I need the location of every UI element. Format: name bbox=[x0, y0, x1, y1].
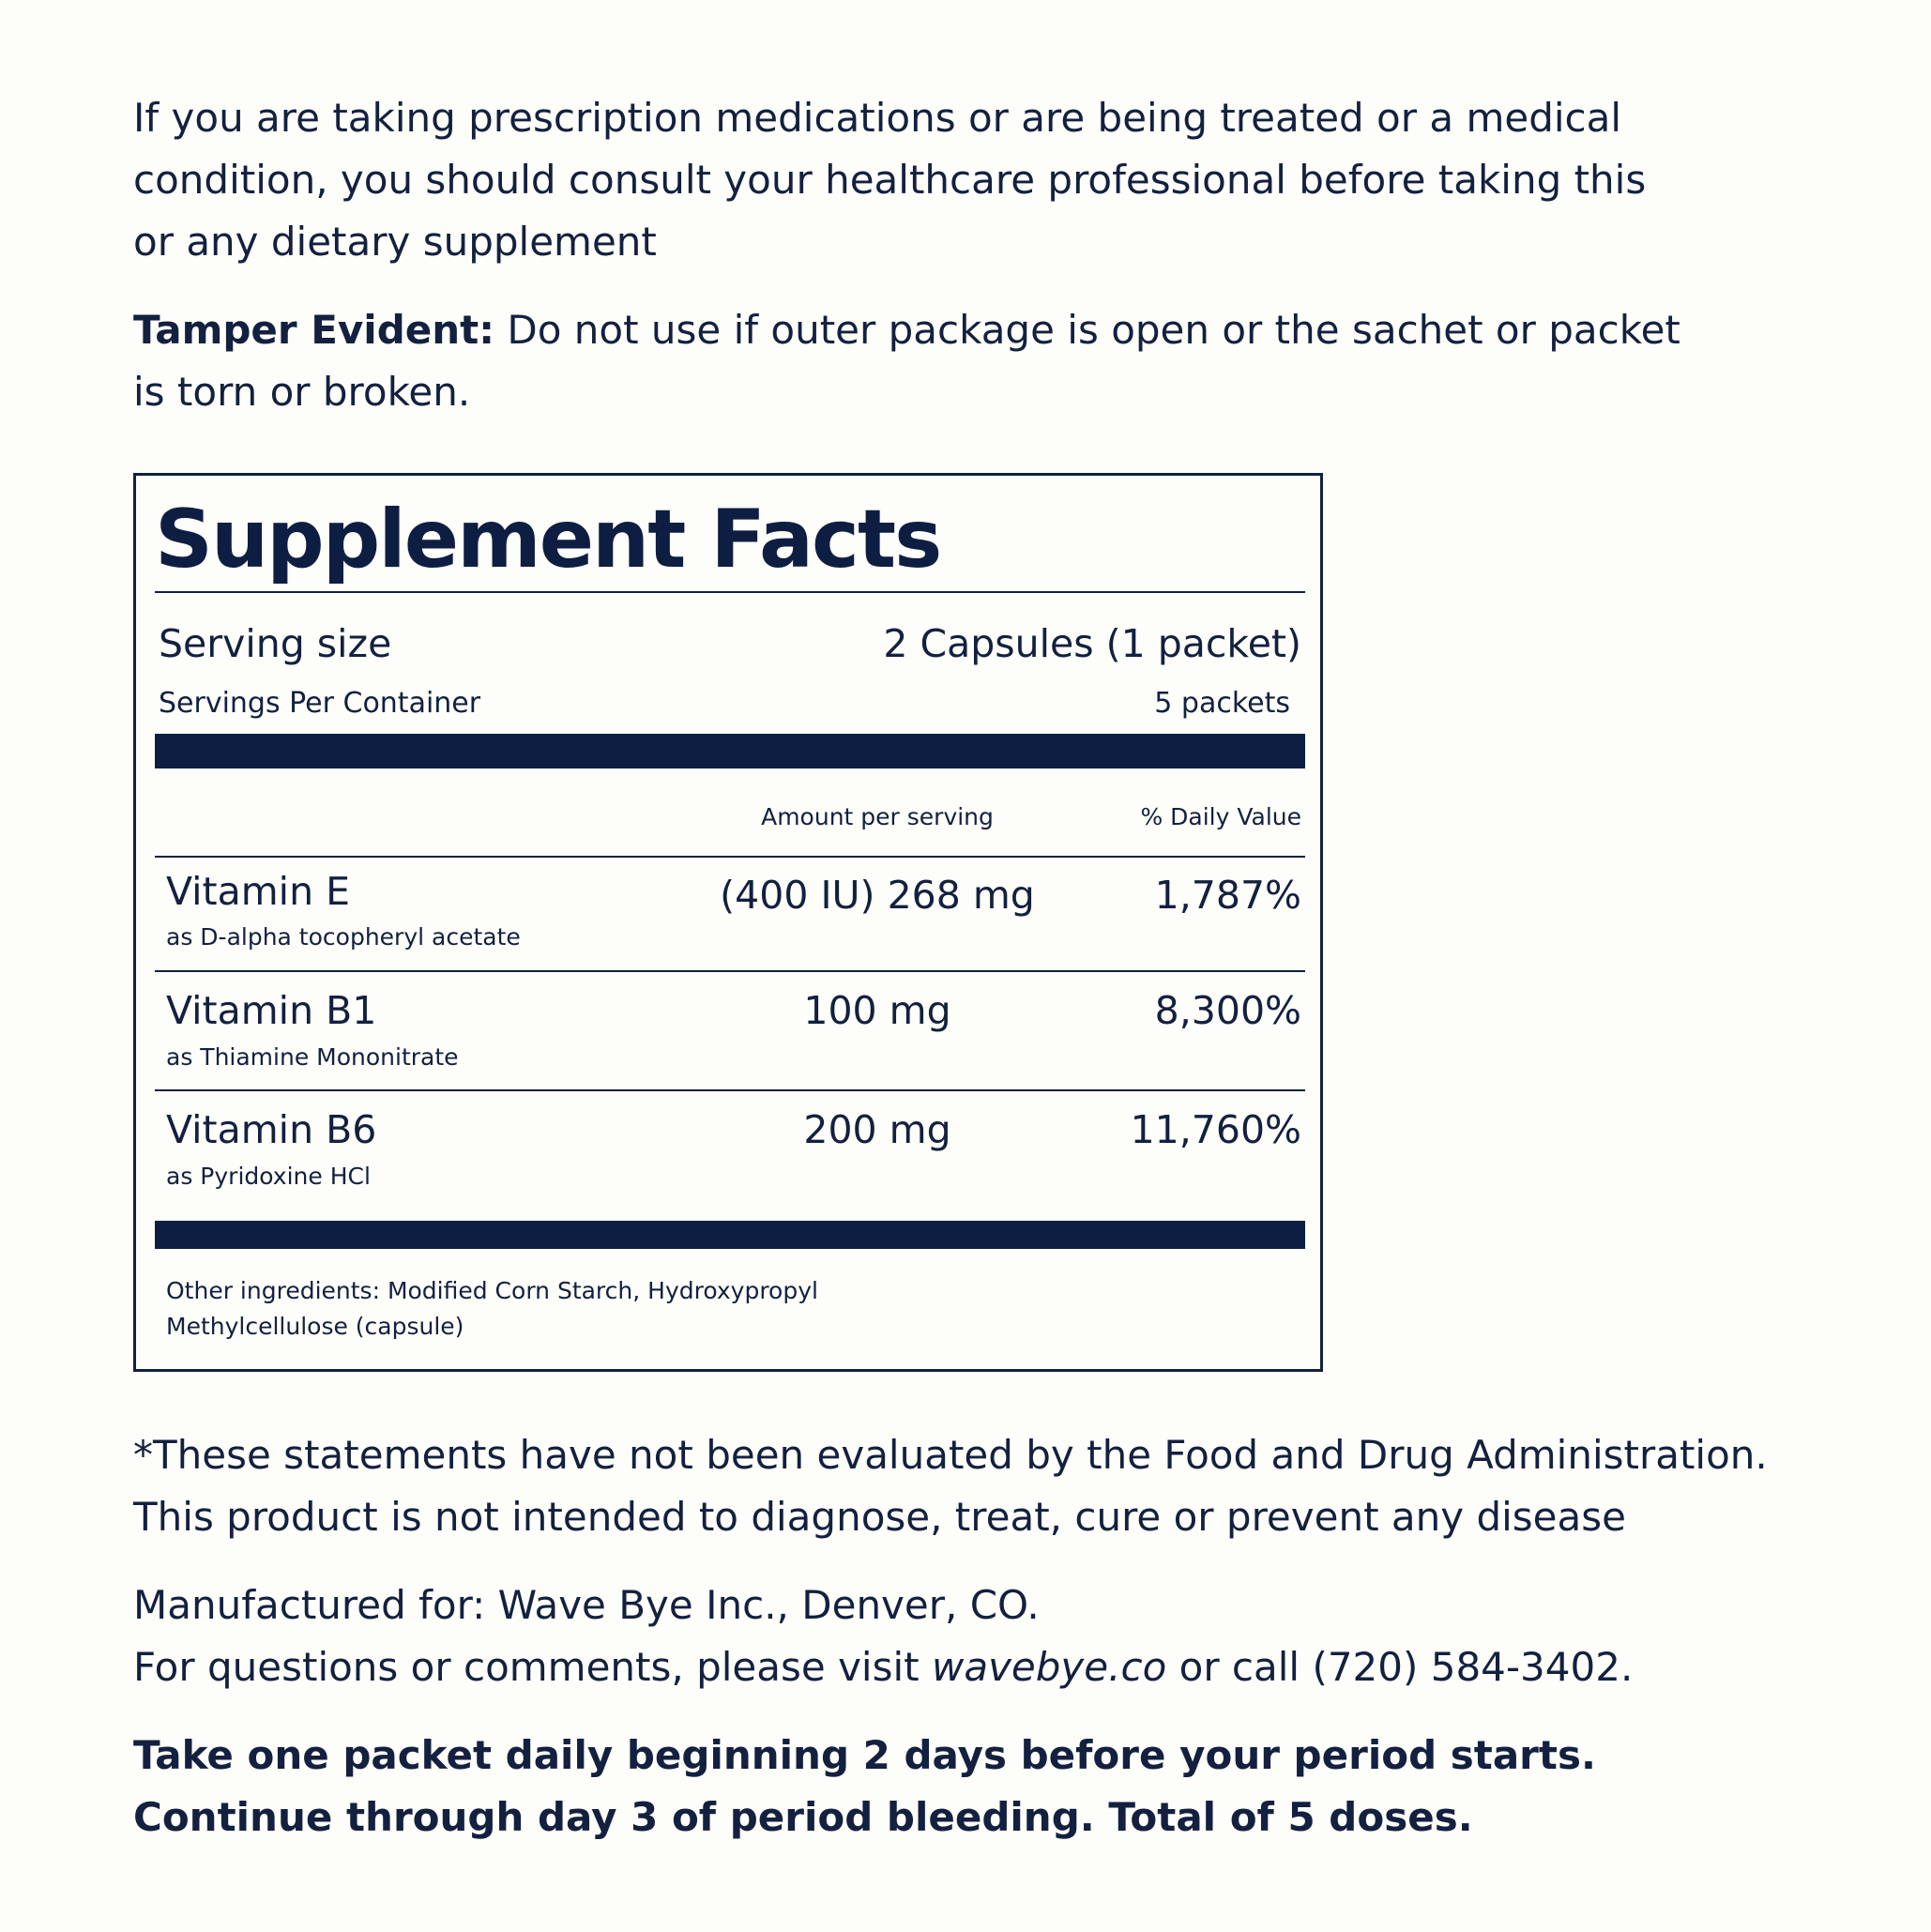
tamper-line bbox=[133, 299, 1680, 361]
supplement-facts-title: Supplement Facts bbox=[155, 493, 941, 586]
tamper-line: is torn or broken. bbox=[133, 369, 471, 415]
nutrient-form: as Thiamine Mononitrate bbox=[166, 1043, 459, 1071]
tamper-label: Tamper Evident: bbox=[133, 307, 495, 353]
serving-size-value: 2 Capsules (1 packet) bbox=[883, 621, 1301, 666]
column-header-amount: Amount per serving bbox=[761, 803, 994, 830]
disclaimer-line: This product is not intended to diagnose, treat, cure or prevent any disease bbox=[133, 1494, 1626, 1540]
serving-size-label: Serving size bbox=[159, 621, 392, 666]
tamper-text: Do not use if outer package is open or the sachet or packet bbox=[494, 307, 1680, 353]
nutrient-name: Vitamin E bbox=[166, 869, 350, 914]
servings-per-container-value: 5 packets bbox=[1154, 687, 1290, 720]
website-link[interactable]: wavebye.co bbox=[931, 1644, 1167, 1690]
title-divider bbox=[155, 591, 1305, 593]
nutrient-name: Vitamin B1 bbox=[166, 988, 377, 1033]
nutrient-daily-value: 11,760% bbox=[1130, 1107, 1301, 1152]
other-ingredients-line: Other ingredients: Modified Corn Starch, Hydroxypropyl bbox=[166, 1277, 818, 1304]
column-header-daily-value: % Daily Value bbox=[1140, 803, 1301, 830]
disclaimer-line: *These statements have not been evaluated by the Food and Drug Administration. bbox=[133, 1432, 1768, 1478]
manufacturer-line: Manufactured for: Wave Bye Inc., Denver, CO. bbox=[133, 1582, 1040, 1628]
row-divider bbox=[155, 1089, 1305, 1091]
nutrient-amount: (400 IU) 268 mg bbox=[720, 873, 1035, 918]
contact-line bbox=[133, 1636, 1633, 1698]
contact-text-before: For questions or comments, please visit bbox=[133, 1644, 932, 1690]
thick-divider-bottom bbox=[155, 1221, 1305, 1249]
nutrient-daily-value: 8,300% bbox=[1154, 988, 1301, 1033]
intro-line: condition, you should consult your healthcare professional before taking this bbox=[133, 157, 1647, 203]
nutrient-amount: 200 mg bbox=[803, 1107, 951, 1152]
nutrient-name: Vitamin B6 bbox=[166, 1107, 377, 1152]
header-divider bbox=[155, 856, 1305, 858]
directions-line: Take one packet daily beginning 2 days before your period starts. bbox=[133, 1732, 1596, 1778]
intro-line: or any dietary supplement bbox=[133, 219, 657, 265]
nutrient-amount: 100 mg bbox=[803, 988, 951, 1033]
nutrient-daily-value: 1,787% bbox=[1154, 873, 1301, 918]
directions-line: Continue through day 3 of period bleeding. Total of 5 doses. bbox=[133, 1794, 1473, 1840]
nutrient-form: as D-alpha tocopheryl acetate bbox=[166, 923, 521, 951]
contact-text-after: or call (720) 584-3402. bbox=[1166, 1644, 1634, 1690]
other-ingredients-line: Methylcellulose (capsule) bbox=[166, 1313, 464, 1340]
supplement-facts-panel bbox=[133, 473, 1323, 1372]
row-divider bbox=[155, 970, 1305, 972]
intro-line: If you are taking prescription medications or are being treated or a medical bbox=[133, 95, 1622, 141]
thick-divider-top bbox=[155, 734, 1305, 768]
nutrient-form: as Pyridoxine HCl bbox=[166, 1163, 371, 1190]
servings-per-container-label: Servings Per Container bbox=[159, 687, 481, 720]
